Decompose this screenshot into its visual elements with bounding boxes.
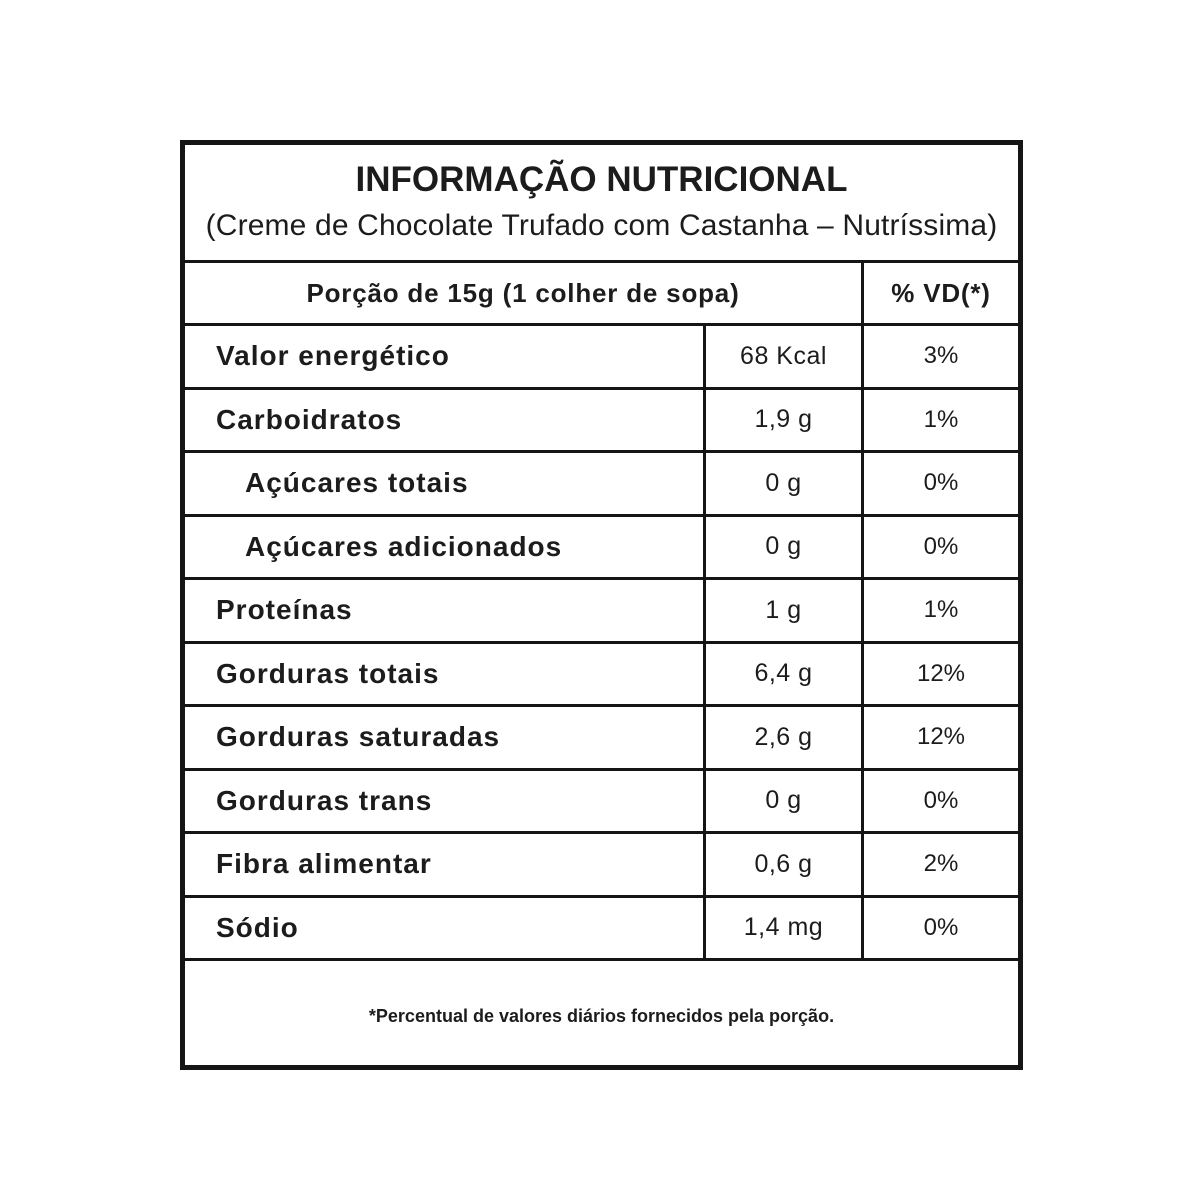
nutrient-row [185, 771, 1018, 835]
nutrient-name: Fibra alimentar [185, 834, 706, 895]
nutrient-row [185, 580, 1018, 644]
nutrient-row [185, 390, 1018, 454]
nutrient-amount: 1,4 mg [706, 898, 864, 959]
nutrient-daily-value: 12% [916, 659, 966, 687]
nutrient-name: Açúcares adicionados [185, 517, 706, 578]
nutrient-name: Carboidratos [185, 390, 706, 451]
footnote-row [185, 961, 1018, 1065]
nutrient-amount: 0 g [706, 517, 864, 578]
nutrient-amount: 2,6 g [706, 707, 864, 768]
nutrient-daily-value: 1% [923, 596, 959, 624]
nutrient-row [185, 453, 1018, 517]
label-title: INFORMAÇÃO NUTRICIONAL [355, 160, 848, 199]
nutrient-daily-value: 0% [923, 469, 959, 497]
nutrient-row [185, 898, 1018, 962]
nutrient-amount: 1,9 g [706, 390, 864, 451]
nutrient-name: Proteínas [185, 580, 706, 641]
nutrition-label [180, 140, 1023, 1070]
label-subtitle: (Creme de Chocolate Trufado com Castanha – Nutríssima) [205, 209, 998, 242]
nutrient-name: Gorduras trans [185, 771, 706, 832]
nutrient-row [185, 517, 1018, 581]
nutrient-row [185, 644, 1018, 708]
nutrient-name: Gorduras saturadas [185, 707, 706, 768]
nutrient-name: Gorduras totais [185, 644, 706, 705]
nutrient-amount: 68 Kcal [706, 326, 864, 387]
serving-size: Porção de 15g (1 colher de sopa) [185, 263, 864, 323]
label-header [185, 145, 1018, 263]
serving-header-row [185, 263, 1018, 326]
nutrient-daily-value: 3% [923, 342, 959, 370]
nutrient-row [185, 834, 1018, 898]
footnote: *Percentual de valores diários fornecidos pela porção. [368, 1005, 835, 1026]
nutrient-name: Sódio [185, 898, 706, 959]
nutrient-row [185, 326, 1018, 390]
nutrient-amount: 1 g [706, 580, 864, 641]
nutrient-daily-value: 1% [923, 405, 959, 433]
nutrient-daily-value: 0% [923, 913, 959, 941]
nutrient-name: Valor energético [185, 326, 706, 387]
nutrient-amount: 6,4 g [706, 644, 864, 705]
nutrient-row [185, 707, 1018, 771]
daily-value-header: % VD(*) [891, 277, 991, 308]
nutrient-amount: 0 g [706, 771, 864, 832]
nutrient-amount: 0,6 g [706, 834, 864, 895]
nutrient-daily-value: 0% [923, 786, 959, 814]
nutrient-daily-value: 12% [916, 723, 966, 751]
nutrient-name: Açúcares totais [185, 453, 706, 514]
nutrient-daily-value: 0% [923, 532, 959, 560]
nutrient-amount: 0 g [706, 453, 864, 514]
nutrient-daily-value: 2% [923, 850, 959, 878]
